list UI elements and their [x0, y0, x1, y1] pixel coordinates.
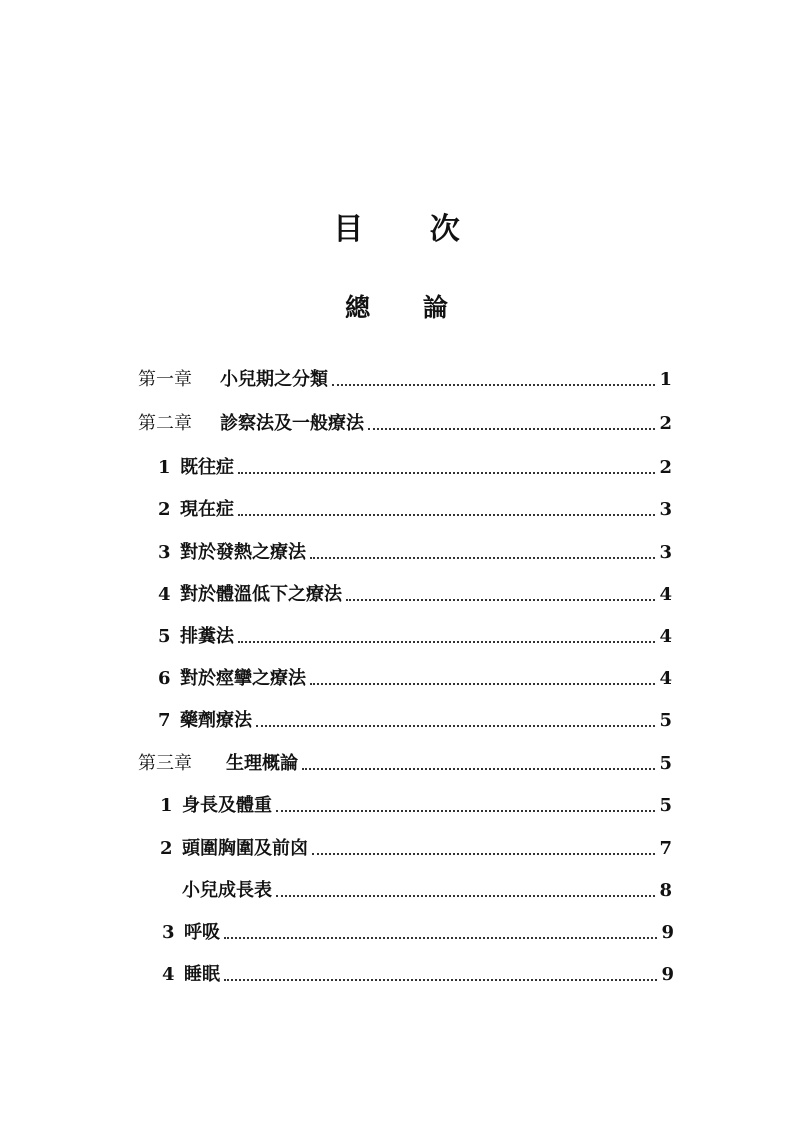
page-number: 7	[659, 838, 672, 859]
page-number: 4	[659, 584, 672, 605]
section-title: 呼吸	[184, 922, 220, 943]
page-number: 9	[661, 922, 674, 943]
toc-section	[162, 961, 674, 987]
section-number: 4	[162, 964, 175, 985]
toc-section	[158, 454, 672, 480]
dot-leader	[346, 598, 655, 601]
section-title: 總 論	[345, 293, 470, 322]
toc-section	[158, 496, 672, 522]
section-title: 頭圍胸圍及前囟	[182, 838, 308, 859]
section-number: 6	[158, 668, 171, 689]
chapter-label: 第二章	[138, 413, 192, 434]
toc-chapter-1	[138, 366, 672, 392]
chapter-title: 小兒期之分類	[220, 369, 328, 390]
dot-leader	[224, 978, 657, 981]
toc-section	[162, 919, 674, 945]
dot-leader	[238, 471, 655, 474]
section-number: 4	[158, 584, 171, 605]
section-number: 5	[158, 626, 171, 647]
dot-leader	[368, 427, 655, 430]
page-number: 4	[659, 626, 672, 647]
page-number: 1	[659, 369, 672, 390]
section-number: 2	[160, 838, 173, 859]
section-title: 身長及體重	[182, 795, 272, 816]
section-title: 對於體溫低下之療法	[180, 584, 342, 605]
dot-leader	[276, 809, 655, 812]
section-title: 既往症	[180, 457, 234, 478]
toc-section	[158, 581, 672, 607]
dot-leader	[276, 894, 655, 897]
dot-leader	[238, 513, 655, 516]
page-number: 9	[661, 964, 674, 985]
section-title: 對於發熱之療法	[180, 542, 306, 563]
dot-leader	[312, 852, 655, 855]
page-number: 2	[659, 457, 672, 478]
page-number: 4	[659, 668, 672, 689]
toc-chapter-2	[138, 410, 672, 436]
dot-leader	[332, 383, 655, 386]
page-number: 2	[659, 413, 672, 434]
page-number: 5	[659, 753, 672, 774]
page-number: 3	[659, 542, 672, 563]
page-title: 目 次	[333, 212, 488, 247]
section-number: 1	[160, 795, 173, 816]
section-title: 現在症	[180, 499, 234, 520]
section-number: 3	[162, 922, 175, 943]
toc-section	[160, 835, 672, 861]
section-title: 睡眠	[184, 964, 220, 985]
chapter-title: 診察法及一般療法	[220, 413, 364, 434]
chapter-label: 第一章	[138, 369, 192, 390]
section-number: 1	[158, 457, 171, 478]
dot-leader	[224, 936, 657, 939]
toc-section	[158, 539, 672, 565]
toc-section	[158, 707, 672, 733]
section-title: 排糞法	[180, 626, 234, 647]
dot-leader	[238, 640, 655, 643]
page-number: 8	[659, 880, 672, 901]
chapter-title: 生理概論	[226, 753, 298, 774]
dot-leader	[302, 767, 655, 770]
section-title: 對於痙攣之療法	[180, 668, 306, 689]
page-number: 5	[659, 710, 672, 731]
dot-leader	[256, 724, 655, 727]
section-number: 3	[158, 542, 171, 563]
toc-subsection	[160, 877, 672, 903]
toc-section	[158, 623, 672, 649]
toc-section	[160, 792, 672, 818]
toc-chapter-3	[138, 750, 672, 776]
toc-section	[158, 665, 672, 691]
section-number: 7	[158, 710, 171, 731]
section-number: 2	[158, 499, 171, 520]
page-number: 5	[659, 795, 672, 816]
chapter-label: 第三章	[138, 753, 192, 774]
page-number: 3	[659, 499, 672, 520]
section-title: 藥劑療法	[180, 710, 252, 731]
dot-leader	[310, 556, 655, 559]
dot-leader	[310, 682, 655, 685]
section-title: 小兒成長表	[182, 880, 272, 901]
